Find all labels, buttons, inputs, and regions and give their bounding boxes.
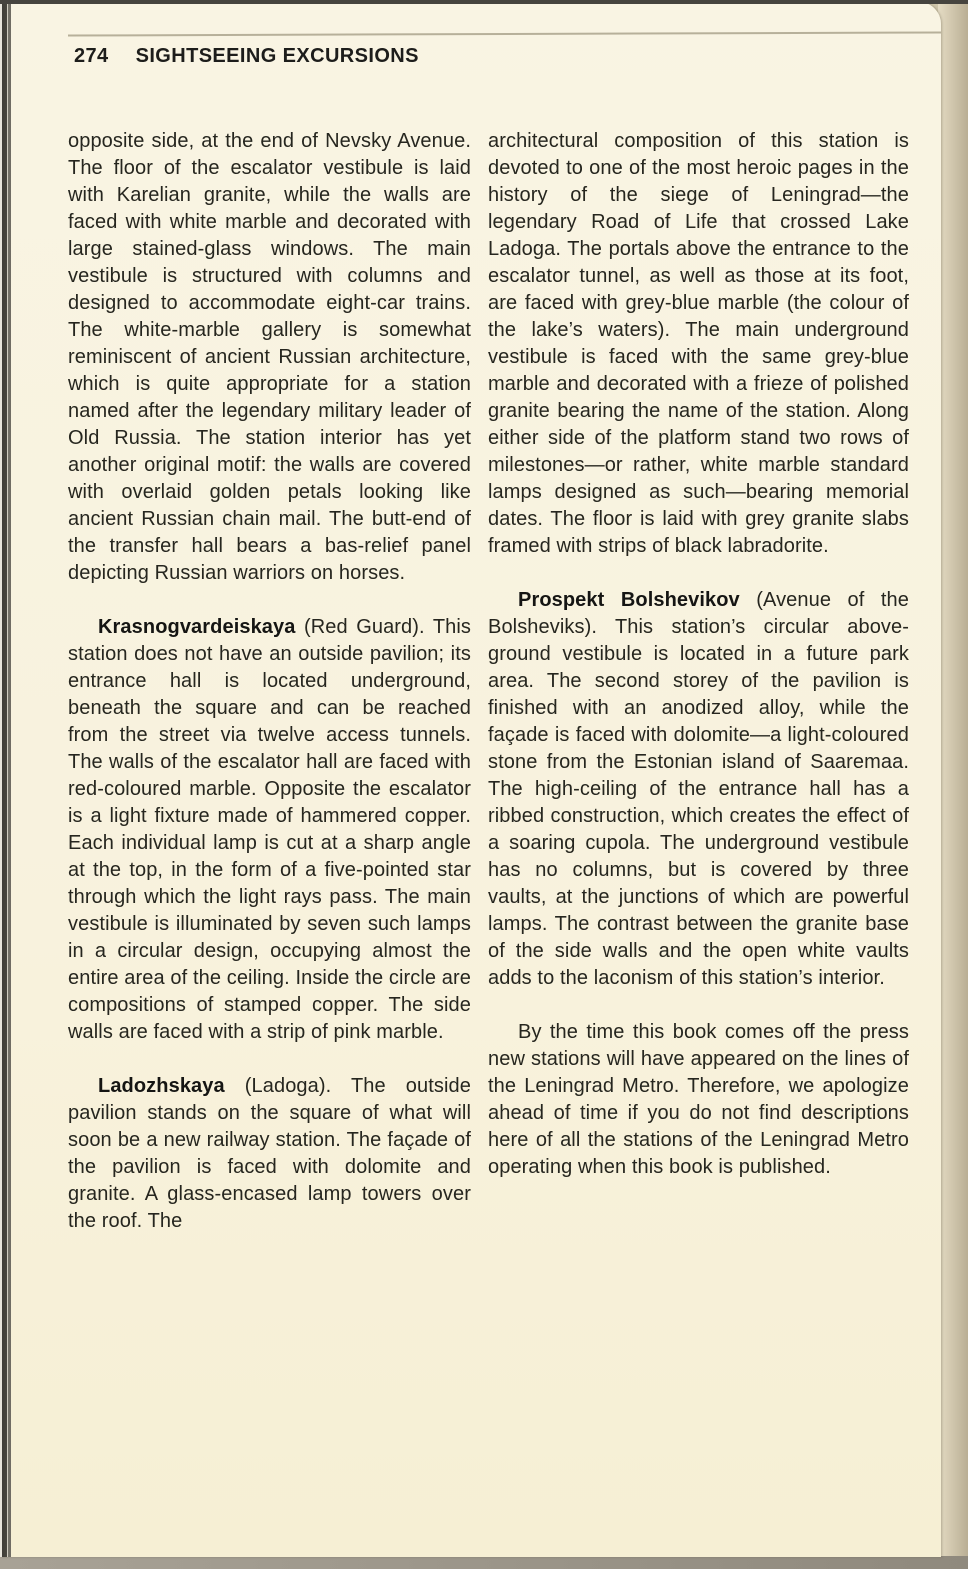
section-title: SIGHTSEEING EXCURSIONS <box>135 45 419 67</box>
station-name: Prospekt Bolshevikov <box>518 589 740 611</box>
book-binding-gutter <box>0 2 13 1557</box>
running-header <box>74 45 419 68</box>
paragraph-text: (Ladoga). The outside pavilion stands on the square of what will soon be a new railway station. The façade of the pavilion is faced with dolomite and granite. A glass-encased lamp towers over the roof. The <box>68 1075 471 1232</box>
header-rule <box>68 31 941 36</box>
paragraph-closing-note <box>488 1019 909 1181</box>
paragraph-text: opposite side, at the end of Nevsky Avenue. The floor of the escalator vestibule is laid with Karelian granite, while the walls are faced with white marble and decorated with large stained-glass windows. The main vestibule is structured with columns and designed to accommodate eight-car trains. The white-marble gallery is somewhat reminiscent of ancient Russian architecture, which is quite appropriate for a station named after the legendary military leader of Old Russia. The station interior has yet another original motif: the walls are covered with overlaid golden petals looking like ancient Russian chain mail. The butt-end of the transfer hall bears a bas-relief panel depicting Russian warriors on horses. <box>68 130 471 584</box>
scan-edge-top <box>0 0 968 4</box>
page-number: 274 <box>74 45 109 67</box>
paragraph-prospekt-bolshevikov <box>488 587 909 992</box>
station-name: Ladozhskaya <box>98 1075 225 1097</box>
text-columns <box>68 128 909 1262</box>
station-name: Krasnogvardeiskaya <box>98 616 296 638</box>
paragraph-text: architectural composition of this station is devoted to one of the most heroic pages in the history of the siege of Leningrad—the legendary Road of Life that crossed Lake Ladoga. The portals above the entrance to the escalator tunnel, as well as those at its foot, are faced with grey-blue marble (the colour of the lake’s waters). The main underground vestibule is faced with the same grey-blue marble and decorated with a frieze of polished granite bearing the name of the station. Along either side of the platform stand two rows of milestones—or rather, white marble standard lamps designed as such—bearing memorial dates. The floor is laid with grey granite slabs framed with strips of black labradorite. <box>488 130 909 557</box>
paragraph-text: (Avenue of the Bolsheviks). This station’s circular above-ground vestibule is located in a future park area. The second storey of the pavilion is finished with an anodized alloy, while the façade is faced with dolomite—a light-coloured stone from the Estonian island of Saaremaa. The high-ceiling of the entrance hall has a ribbed construction, which creates the effect of a soaring cupola. The underground vestibule has no columns, but is covered by three vaults, at the junctions of which are powerful lamps. The contrast between the granite base of the side walls and the open white vaults adds to the laconism of this station’s interior. <box>488 589 909 989</box>
book-page <box>0 2 941 1557</box>
paragraph-text: (Red Guard). This station does not have an outside pavilion; its entrance hall is located underground, beneath the square and can be reached from the street via twelve access tunnels. The walls of the escalator hall are faced with red-coloured marble. Opposite the escalator is a light fixture made of hammered copper. Each individual lamp is cut at a sharp angle at the top, in the form of a five-pointed star through which the light rays pass. The main vestibule is illuminated by seven such lamps in a circular design, occupying almost the entire area of the ceiling. Inside the circle are compositions of stamped copper. The side walls are faced with a strip of pink marble. <box>68 616 471 1043</box>
right-column <box>488 128 909 1262</box>
paragraph-continuation <box>68 128 471 587</box>
scan-backdrop-right <box>938 0 968 1556</box>
paragraph-text: By the time this book comes off the press new stations will have appeared on the lines of the Leningrad Metro. Therefore, we apologize ahead of time if you do not find descriptions here of all the stations of the Leningrad Metro operating when this book is published. <box>488 1021 909 1178</box>
paragraph-ladozhskaya <box>68 1073 471 1235</box>
paragraph-continuation <box>488 128 909 560</box>
scan-backdrop-bottom <box>0 1556 968 1569</box>
paragraph-krasnogvardeiskaya <box>68 614 471 1046</box>
left-column <box>68 128 471 1262</box>
